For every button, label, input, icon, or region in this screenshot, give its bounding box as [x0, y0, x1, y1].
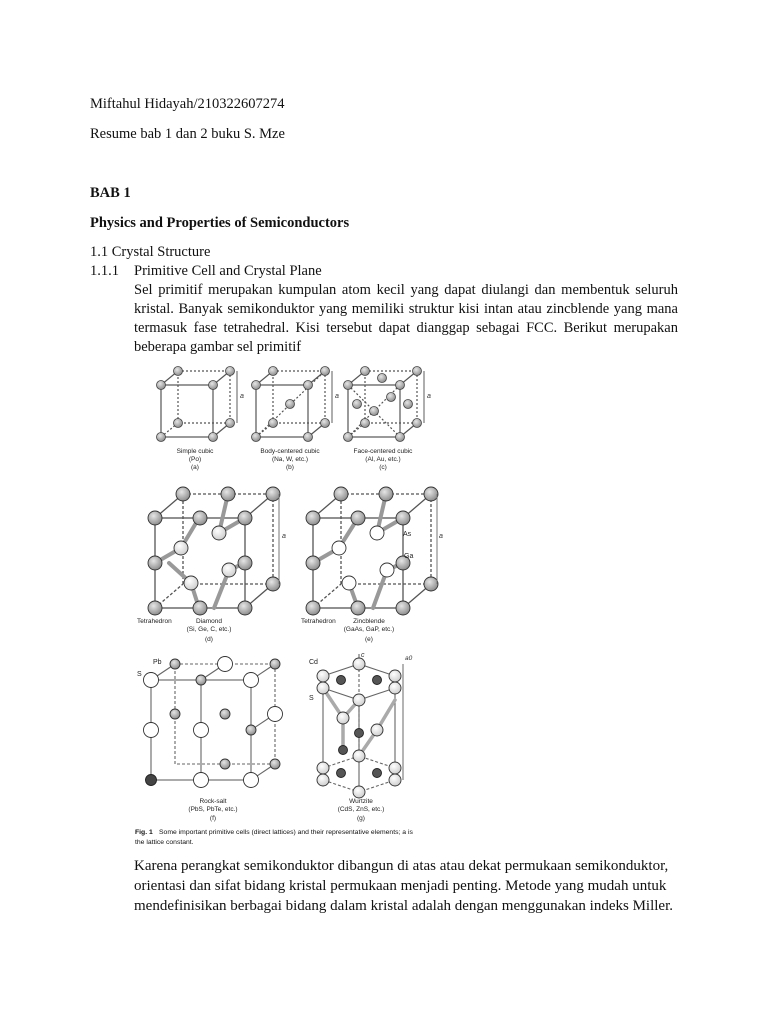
label-a0: a0: [405, 655, 413, 662]
chapter-heading: Physics and Properties of Semiconductors: [90, 215, 350, 231]
subtitle-line: Resume bab 1 dan 2 buku S. Mze: [90, 126, 285, 142]
label-a2: a: [335, 393, 339, 400]
diamond-diagram: [148, 487, 280, 615]
example-bcc: (Na, W, etc.): [271, 456, 309, 463]
crystal-structures-figure: [133, 358, 443, 850]
figure-caption-line1: Some important primitive cells (direct lattices) and their representative elements; a is: [159, 829, 413, 836]
example-rock-salt: (PbS, PbTe, etc.): [188, 806, 238, 813]
simple-cubic-diagram: [161, 371, 237, 437]
author-line: Miftahul Hidayah/210322607274: [90, 96, 285, 112]
label-c: c: [361, 652, 365, 659]
example-diamond: (Si, Ge, C, etc.): [186, 626, 232, 633]
label-as: As: [403, 531, 412, 538]
tag-b: (b): [286, 464, 294, 471]
caption-rock-salt: Rock-salt: [199, 798, 227, 805]
label-pb: Pb: [153, 659, 162, 666]
tag-e: (e): [365, 636, 373, 643]
label-a5: a: [439, 533, 443, 540]
label-a4: a: [282, 533, 286, 540]
chapter-title: BAB 1: [90, 185, 131, 201]
example-simple-cubic: (Po): [188, 456, 202, 463]
figure-caption-line2: the lattice constant.: [135, 839, 194, 846]
label-s-g: S: [309, 695, 314, 702]
tag-f: (f): [209, 815, 217, 822]
caption-tetrahedron-e: Tetrahedron: [301, 618, 336, 625]
zincblende-diagram: [306, 487, 438, 615]
caption-diamond: Diamond: [195, 618, 223, 625]
caption-simple-cubic: Simple cubic: [176, 448, 214, 455]
caption-fcc: Face-centered cubic: [353, 448, 413, 455]
example-zincblende: (GaAs, GaP, etc.): [343, 626, 395, 633]
tag-a: (a): [191, 464, 199, 471]
paragraph-miller-index: Karena perangkat semikonduktor dibangun di atas atau dekat permukaan semikonduktor, orientasi dan sifat bidang kristal permukaan menjadi penting. Metode yang mudah untuk mendefinisikan berbagai bidang dalam kristal adalah dengan menggunakan indeks Miller.: [134, 858, 674, 914]
example-wurtzite: (CdS, ZnS, etc.): [337, 806, 385, 813]
section-heading: 1.1 Crystal Structure: [90, 244, 211, 260]
tag-d: (d): [205, 636, 213, 643]
paragraph-primitive-cell: Sel primitif merupakan kumpulan atom kecil yang dapat diulangi dan membentuk seluruh kristal. Banyak semikonduktor yang memiliki struktur kisi intan atau zincblende yang mana termasuk fase tetrahedral. Kisi tersebut dapat dianggap sebagai FCC. Berikut merupakan beberapa gambar sel primitif: [134, 282, 678, 355]
example-fcc: (Al, Au, etc.): [365, 456, 401, 463]
figure-caption-label: Fig. 1: [135, 829, 153, 836]
label-a3: a: [427, 393, 431, 400]
wurtzite-diagram: [317, 654, 403, 798]
subsection-title: Primitive Cell and Crystal Plane: [134, 263, 322, 279]
subsection-number: 1.1.1: [90, 263, 119, 279]
caption-tetrahedron-d: Tetrahedron: [137, 618, 172, 625]
label-ga: Ga: [404, 553, 414, 560]
caption-wurtzite: Wurtzite: [349, 798, 373, 805]
rock-salt-diagram: [144, 657, 283, 788]
label-a1: a: [240, 393, 244, 400]
caption-bcc: Body-centered cubic: [260, 448, 320, 455]
label-cd: Cd: [309, 659, 318, 666]
label-s-f: S: [137, 671, 142, 678]
caption-zincblende: Zincblende: [353, 618, 385, 625]
tag-c: (c): [379, 464, 387, 471]
tag-g: (g): [357, 815, 365, 822]
